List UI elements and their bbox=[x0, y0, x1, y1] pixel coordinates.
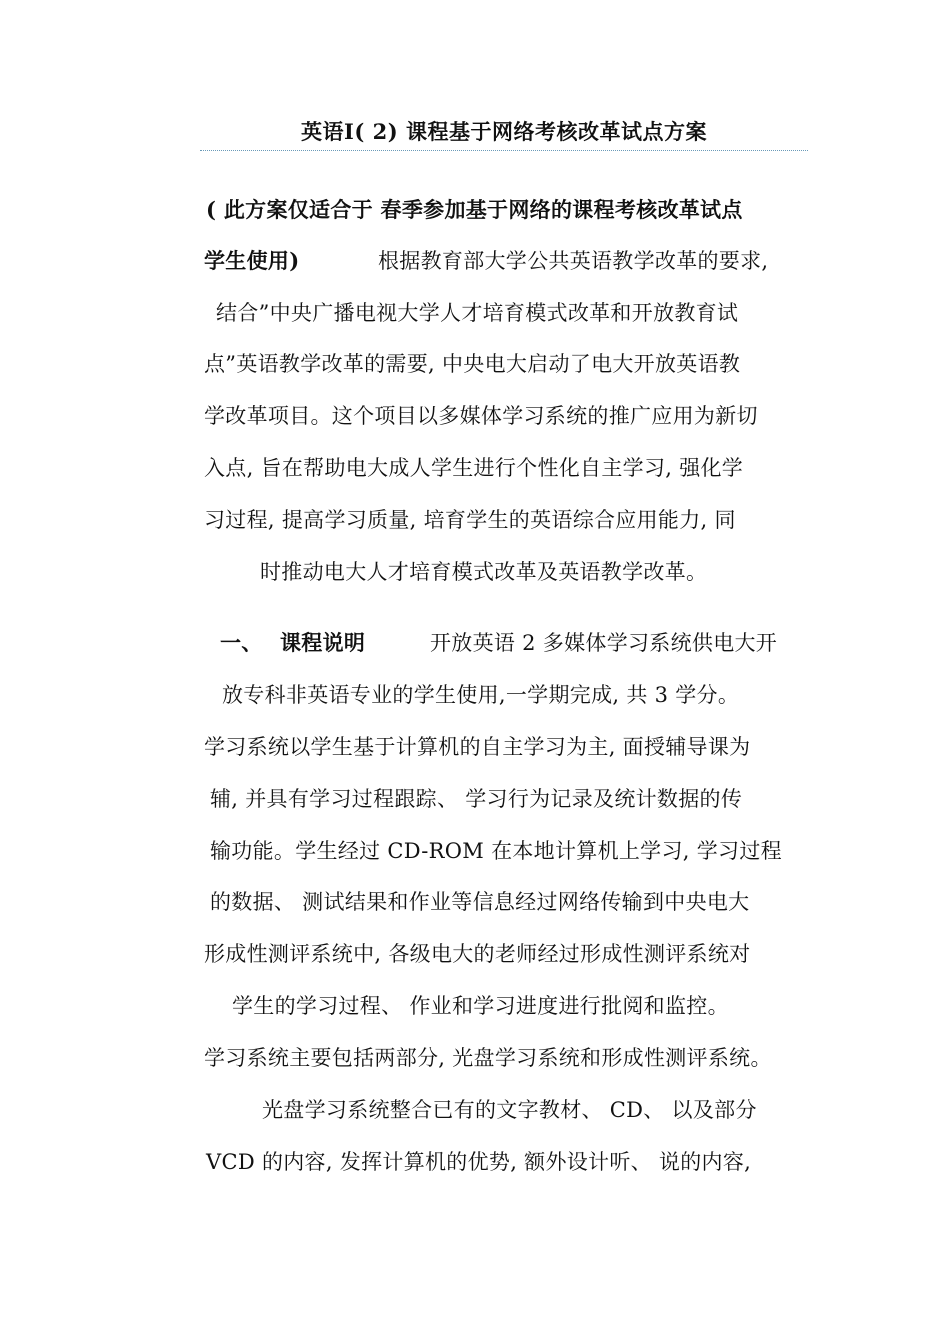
section-1-line-3: 学习系统以学生基于计算机的自主学习为主, 面授辅导课为 bbox=[204, 735, 751, 759]
section-1-line-10: 光盘学习系统整合已有的文字教材、 CD、 以及部分 bbox=[262, 1098, 757, 1122]
intro-line-8: 时推动电大人才培育模式改革及英语教学改革。 bbox=[260, 560, 708, 584]
title-underline bbox=[200, 150, 808, 151]
section-1-line-5: 输功能。学生经过 CD-ROM 在本地计算机上学习, 学习过程 bbox=[210, 839, 782, 863]
intro-line-3: 结合”中央广播电视大学人才培育模式改革和开放教育试 bbox=[216, 301, 739, 325]
section-1-heading: 课程说明 bbox=[280, 630, 366, 655]
document-title: 英语I( 2) 课程基于网络考核改革试点方案 bbox=[301, 119, 707, 144]
intro-line-6: 入点, 旨在帮助电大成人学生进行个性化自主学习, 强化学 bbox=[204, 456, 744, 480]
intro-line-4: 点”英语教学改革的需要, 中央电大启动了电大开放英语教 bbox=[204, 352, 741, 376]
section-1-line-4: 辅, 并具有学习过程跟踪、 学习行为记录及统计数据的传 bbox=[210, 787, 743, 811]
section-1-number: 一、 bbox=[220, 630, 263, 655]
intro-line-5: 学改革项目。这个项目以多媒体学习系统的推广应用为新切 bbox=[204, 404, 758, 428]
section-1-line-7: 形成性测评系统中, 各级电大的老师经过形成性测评系统对 bbox=[204, 942, 751, 966]
intro-line-7: 习过程, 提高学习质量, 培育学生的英语综合应用能力, 同 bbox=[204, 508, 736, 532]
section-1-line-6: 的数据、 测试结果和作业等信息经过网络传输到中央电大 bbox=[210, 890, 750, 914]
section-1-line-1: 开放英语 2 多媒体学习系统供电大开 bbox=[430, 631, 778, 655]
section-1-line-2: 放专科非英语专业的学生使用,一学期完成, 共 3 学分。 bbox=[222, 683, 740, 707]
section-1-line-8: 学生的学习过程、 作业和学习进度进行批阅和监控。 bbox=[232, 994, 729, 1018]
intro-note-line-2: 学生使用) bbox=[204, 248, 300, 273]
section-1-line-11: VCD 的内容, 发挥计算机的优势, 额外设计听、 说的内容, bbox=[206, 1150, 752, 1174]
intro-line-2: 根据教育部大学公共英语教学改革的要求, bbox=[378, 249, 769, 273]
section-1-line-9: 学习系统主要包括两部分, 光盘学习系统和形成性测评系统。 bbox=[204, 1046, 772, 1070]
intro-note-line-1: ( 此方案仅适合于 春季参加基于网络的课程考核改革试点 bbox=[206, 197, 743, 222]
